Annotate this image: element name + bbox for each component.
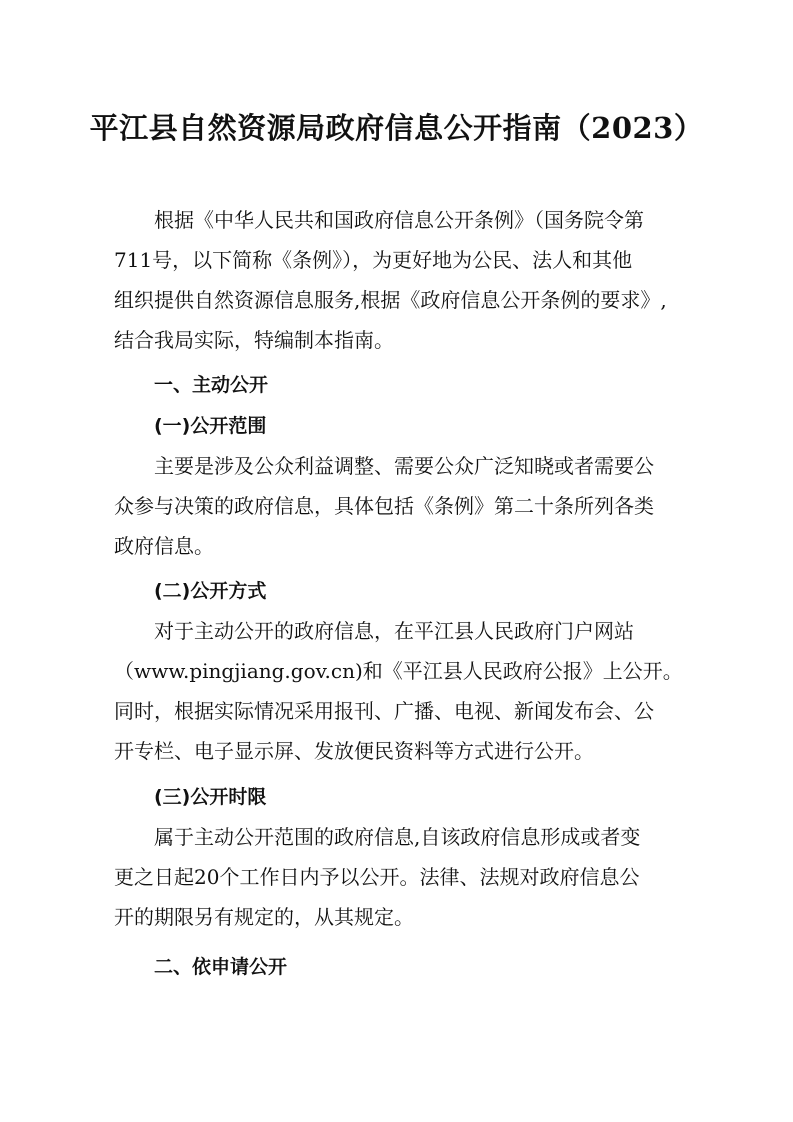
subsection-heading: (二)公开方式 xyxy=(154,580,267,602)
subsection-timelimit xyxy=(114,777,688,937)
paragraph-line: 众参与决策的政府信息，具体包括《条例》第二十条所列各类 xyxy=(114,494,654,518)
intro-line: 711号，以下简称《条例》），为更好地为公民、法人和其他 xyxy=(114,248,633,272)
subsection-heading: (三)公开时限 xyxy=(154,786,267,808)
paragraph-line: 对于主动公开的政府信息，在平江县人民政府门户网站 xyxy=(154,619,634,643)
paragraph-line: （www.pingjiang.gov.cn)和《平江县人民政府公报》上公开。 xyxy=(114,659,683,683)
paragraph-line: 主要是涉及公众利益调整、需要公众广泛知晓或者需要公 xyxy=(154,454,654,478)
paragraph-line: 同时，根据实际情况采用报刊、广播、电视、新闻发布会、公 xyxy=(114,699,654,723)
intro-line: 根据《中华人民共和国政府信息公开条例》（国务院令第 xyxy=(154,208,644,232)
subsection-method xyxy=(114,571,688,771)
paragraph-line: 政府信息。 xyxy=(114,534,214,558)
subsection-heading: (一)公开范围 xyxy=(154,415,267,437)
paragraph-line: 更之日起20个工作日内予以公开。法律、法规对政府信息公 xyxy=(114,865,640,889)
section-1-heading: 一、主动公开 xyxy=(154,374,269,396)
intro-line: 组织提供自然资源信息服务,根据《政府信息公开条例的要求》, xyxy=(114,288,667,312)
page-title: 平江县自然资源局政府信息公开指南（2023） xyxy=(89,111,704,145)
intro-line: 结合我局实际，特编制本指南。 xyxy=(114,328,394,352)
section-heading xyxy=(114,947,688,987)
section-2-heading: 二、依申请公开 xyxy=(154,956,288,978)
subsection-scope xyxy=(114,406,688,566)
paragraph-line: 开专栏、电子显示屏、发放便民资料等方式进行公开。 xyxy=(114,739,594,763)
paragraph-line: 开的期限另有规定的，从其规定。 xyxy=(114,905,414,929)
paragraph-line: 属于主动公开范围的政府信息,自该政府信息形成或者变 xyxy=(154,825,641,849)
intro-paragraph xyxy=(114,200,688,360)
section-heading xyxy=(114,365,688,405)
